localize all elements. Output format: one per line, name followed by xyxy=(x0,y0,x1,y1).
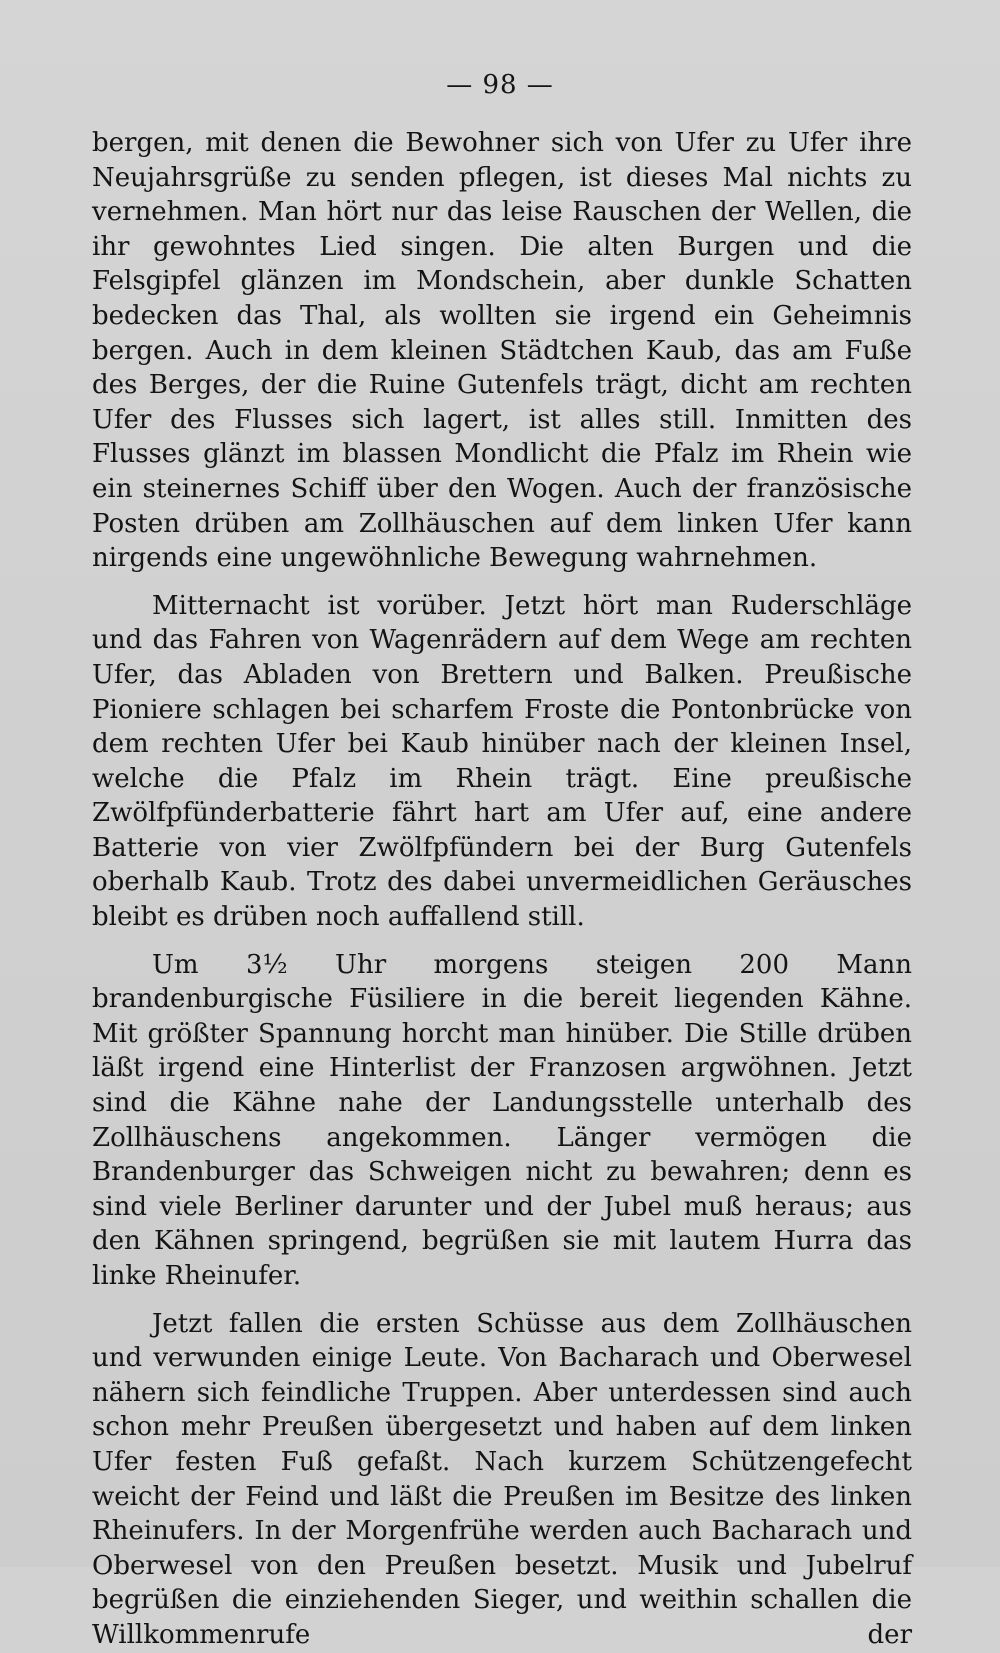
text-body xyxy=(92,126,912,1653)
paragraph-3: Um 3½ Uhr morgens steigen 200 Mann brandenburgische Füsiliere in die bereit liegenden Kähne. Mit größter Spannung horcht man hinüber. Die Stille drüben läßt irgend eine Hinterlist der Franzosen argwöhnen. Jetzt sind die Kähne nahe der Landungsstelle unterhalb des Zollhäuschens angekommen. Länger vermögen die Brandenburger das Schweigen nicht zu bewahren; denn es sind viele Berliner darunter und der Jubel muß heraus; aus den Kähnen springend, begrüßen sie mit lautem Hurra das linke Rheinufer. xyxy=(92,949,912,1291)
paragraph-1: bergen, mit denen die Bewohner sich von Ufer zu Ufer ihre Neujahrsgrüße zu senden pflegen, ist dieses Mal nichts zu vernehmen. Man hört nur das leise Rauschen der Wellen, die ihr gewohntes Lied singen. Die alten Burgen und die Felsgipfel glänzen im Mondschein, aber dunkle Schatten bedecken das Thal, als wollten sie irgend ein Geheimnis bergen. Auch in dem kleinen Städtchen Kaub, das am Fuße des Berges, der die Ruine Gutenfels trägt, dicht am rechten Ufer des Flusses sich lagert, ist alles still. Inmitten des Flusses glänzt im blassen Mondlicht die Pfalz im Rhein wie ein steinernes Schiff über den Wogen. Auch der französische Posten drüben am Zollhäuschen auf dem linken Ufer kann nirgends eine ungewöhnliche Bewegung wahrnehmen. xyxy=(92,128,912,574)
page-number: — 98 — xyxy=(446,70,554,100)
paragraph-4: Jetzt fallen die ersten Schüsse aus dem Zollhäuschen und verwunden einige Leute. Von Bacharach und Oberwesel nähern sich feindliche Truppen. Aber unterdessen sind auch schon mehr Preußen übergesetzt und haben auf dem linken Ufer festen Fuß gefaßt. Nach kurzem Schützengefecht weicht der Feind und läßt die Preußen im Besitze des linken Rheinufers. In der Morgenfrühe werden auch Bacharach und Oberwesel von den Preußen besetzt. Musik und Jubelruf begrüßen die einziehenden Sieger, und weithin schallen die Willkommenrufe der xyxy=(92,1308,912,1650)
paragraph-2: Mitternacht ist vorüber. Jetzt hört man Ruderschläge und das Fahren von Wagenrädern auf dem Wege am rechten Ufer, das Abladen von Brettern und Balken. Preußische Pioniere schlagen bei scharfem Froste die Pontonbrücke von dem rechten Ufer bei Kaub hinüber nach der kleinen Insel, welche die Pfalz im Rhein trägt. Eine preußische Zwölfpfünderbatterie fährt hart am Ufer auf, eine andere Batterie von vier Zwölfpfündern bei der Burg Gutenfels oberhalb Kaub. Trotz des dabei unvermeidlichen Geräusches bleibt es drüben noch auffallend still. xyxy=(92,590,912,933)
